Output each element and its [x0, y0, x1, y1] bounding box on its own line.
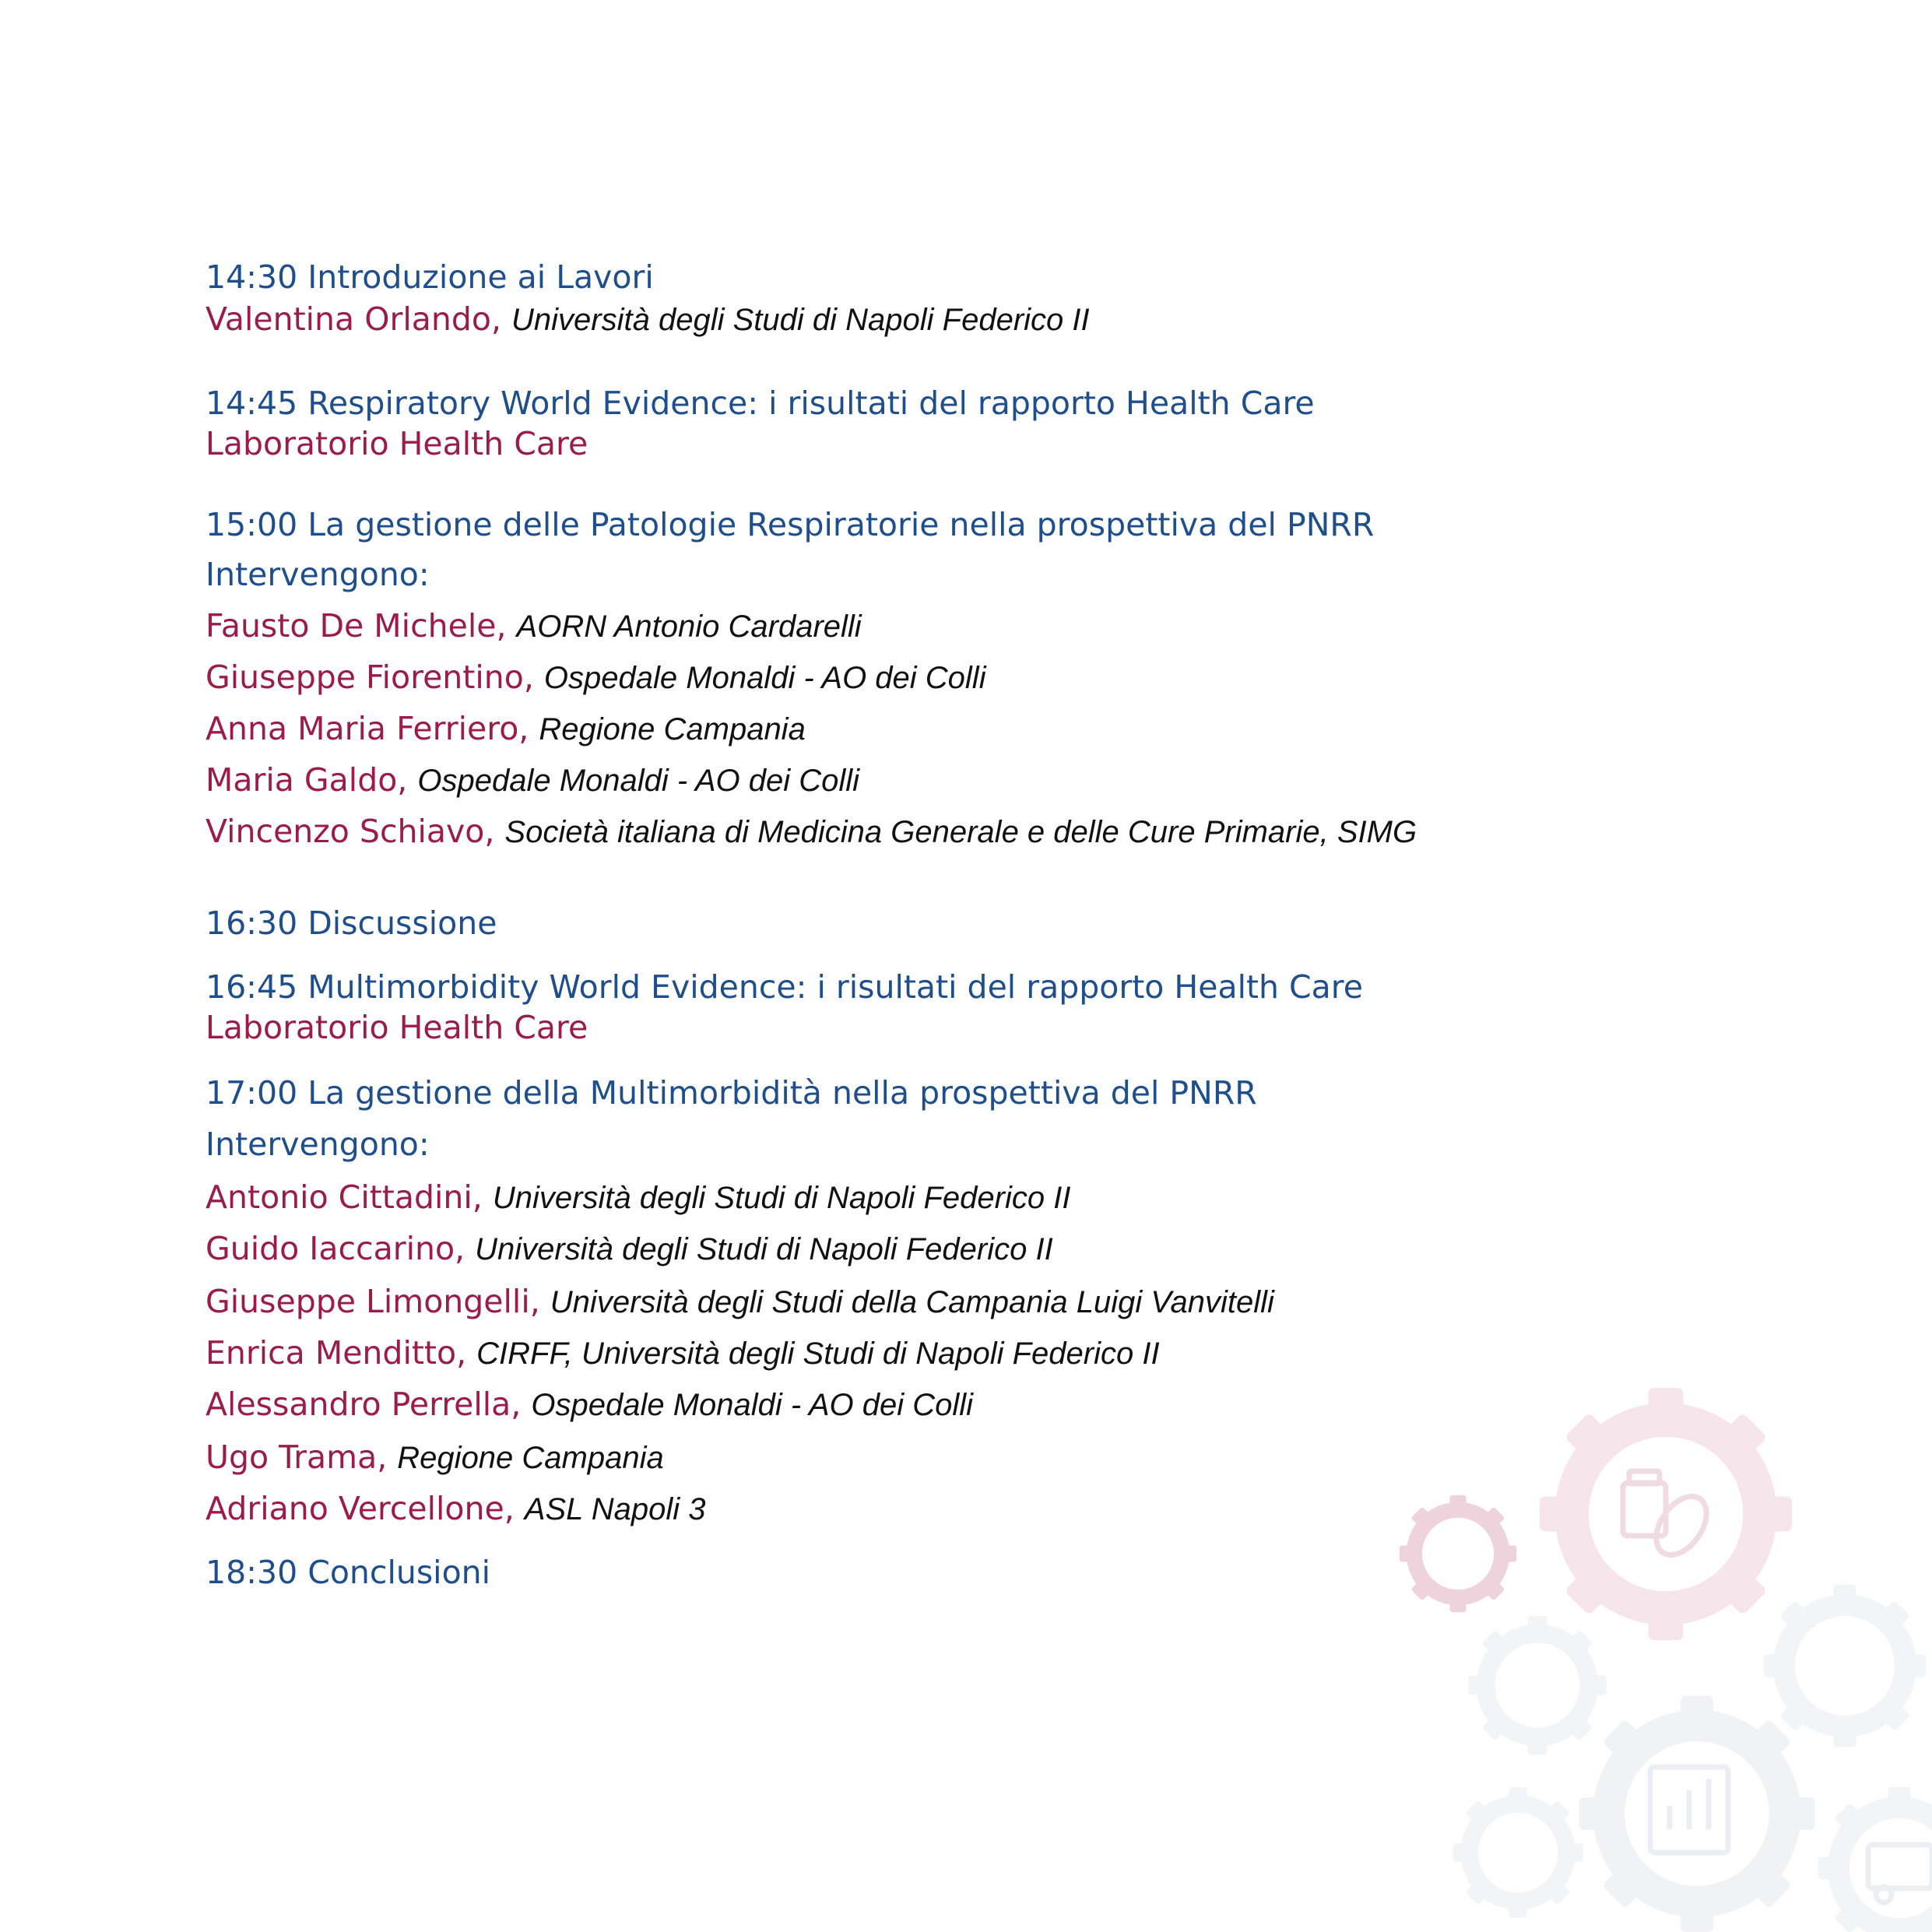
agenda-title: La gestione delle Patologie Respiratorie nella prospettiva del PNRR [307, 506, 1375, 543]
speaker-name: Fausto De Michele, [205, 607, 507, 645]
speaker-row [205, 606, 862, 647]
medicine-bottle-icon [1623, 1471, 1716, 1564]
speaker-name: Alessandro Perrella, [205, 1386, 522, 1423]
speaker-name: Anna Maria Ferriero, [205, 710, 529, 747]
speaker-affiliation: Università degli Studi della Campania Luigi Vanvitelli [550, 1285, 1274, 1319]
gear-icon [1540, 1389, 1791, 1639]
speaker-row [205, 1281, 1274, 1323]
speaker-row [205, 1437, 664, 1478]
agenda-title: Introduzione ai Lavori [307, 258, 654, 296]
speaker-name: Ugo Trama, [205, 1438, 388, 1476]
agenda-time: 17:00 [205, 1074, 298, 1112]
agenda-time: 14:30 [205, 258, 298, 296]
report-chart-icon [1650, 1767, 1728, 1853]
speaker-row [205, 1007, 588, 1048]
gear-icon [1818, 1787, 1932, 1932]
agenda-item-title [205, 504, 1374, 545]
speaker-affiliation: Università degli Studi di Napoli Federico II [492, 1181, 1071, 1215]
speaker-row [205, 1333, 1160, 1374]
speakers-label-text: Intervengono: [205, 556, 430, 593]
speaker-row [205, 811, 1417, 852]
speaker-row [205, 1488, 706, 1530]
speaker-row [205, 299, 1090, 340]
speaker-affiliation: AORN Antonio Cardarelli [516, 609, 862, 644]
gear-icon [1579, 1696, 1814, 1931]
speaker-row [205, 1228, 1053, 1270]
agenda-item-title [205, 903, 497, 943]
speaker-affiliation: Regione Campania [539, 712, 806, 746]
agenda-time: 16:45 [205, 968, 298, 1006]
agenda-time: 18:30 [205, 1554, 298, 1591]
agenda-title: Discussione [307, 905, 497, 942]
speakers-label-text: Intervengono: [205, 1126, 430, 1163]
speaker-affiliation: Ospedale Monaldi - AO dei Colli [543, 661, 986, 695]
speaker-row [205, 1177, 1070, 1218]
gear-icon [1400, 1495, 1516, 1612]
agenda-item-title [205, 383, 1315, 423]
speaker-affiliation: Regione Campania [397, 1441, 664, 1475]
speaker-affiliation: CIRFF, Università degli Studi di Napoli Federico II [476, 1337, 1160, 1371]
agenda-time: 15:00 [205, 506, 298, 543]
agenda-time: 14:45 [205, 385, 298, 422]
speaker-name: Vincenzo Schiavo, [205, 813, 495, 850]
speaker-affiliation: Società italiana di Medicina Generale e delle Cure Primarie, SIMG [504, 815, 1417, 849]
agenda-item-title [205, 1552, 490, 1593]
speaker-affiliation: Ospedale Monaldi - AO dei Colli [417, 764, 860, 798]
speaker-row [205, 1384, 973, 1425]
speaker-name: Laboratorio Health Care [205, 1009, 588, 1046]
speaker-name: Laboratorio Health Care [205, 425, 588, 462]
agenda-title: Respiratory World Evidence: i risultati del rapporto Health Care [307, 385, 1315, 422]
gear-icon [1469, 1617, 1607, 1755]
agenda-title: La gestione della Multimorbidità nella prospettiva del PNRR [307, 1074, 1257, 1112]
speaker-affiliation: Università degli Studi di Napoli Federico II [475, 1232, 1053, 1266]
speaker-affiliation: ASL Napoli 3 [524, 1492, 706, 1526]
speaker-name: Guido Iaccarino, [205, 1230, 465, 1267]
speakers-label [205, 1124, 430, 1164]
speaker-name: Maria Galdo, [205, 761, 408, 799]
gear-icon [1764, 1585, 1926, 1747]
speaker-row [205, 423, 588, 464]
ambulance-icon [1868, 1845, 1932, 1902]
speaker-name: Valentina Orlando, [205, 300, 501, 338]
speaker-name: Giuseppe Fiorentino, [205, 659, 534, 696]
speaker-row [205, 657, 986, 698]
speakers-label [205, 554, 430, 595]
speaker-name: Enrica Menditto, [205, 1334, 467, 1372]
speaker-row [205, 760, 859, 801]
speaker-affiliation: Università degli Studi di Napoli Federico II [511, 303, 1090, 337]
speaker-name: Antonio Cittadini, [205, 1179, 483, 1216]
agenda-item-title [205, 1073, 1257, 1113]
gear-icon [1453, 1788, 1582, 1917]
agenda-item-title [205, 967, 1363, 1007]
speaker-affiliation: Ospedale Monaldi - AO dei Colli [531, 1388, 974, 1422]
agenda-time: 16:30 [205, 905, 298, 942]
speaker-row [205, 708, 806, 750]
speaker-name: Giuseppe Limongelli, [205, 1283, 540, 1320]
agenda-title: Conclusioni [307, 1554, 491, 1591]
speaker-name: Adriano Vercellone, [205, 1490, 515, 1527]
agenda-title: Multimorbidity World Evidence: i risultati del rapporto Health Care [307, 968, 1363, 1006]
agenda-item-title [205, 257, 654, 297]
